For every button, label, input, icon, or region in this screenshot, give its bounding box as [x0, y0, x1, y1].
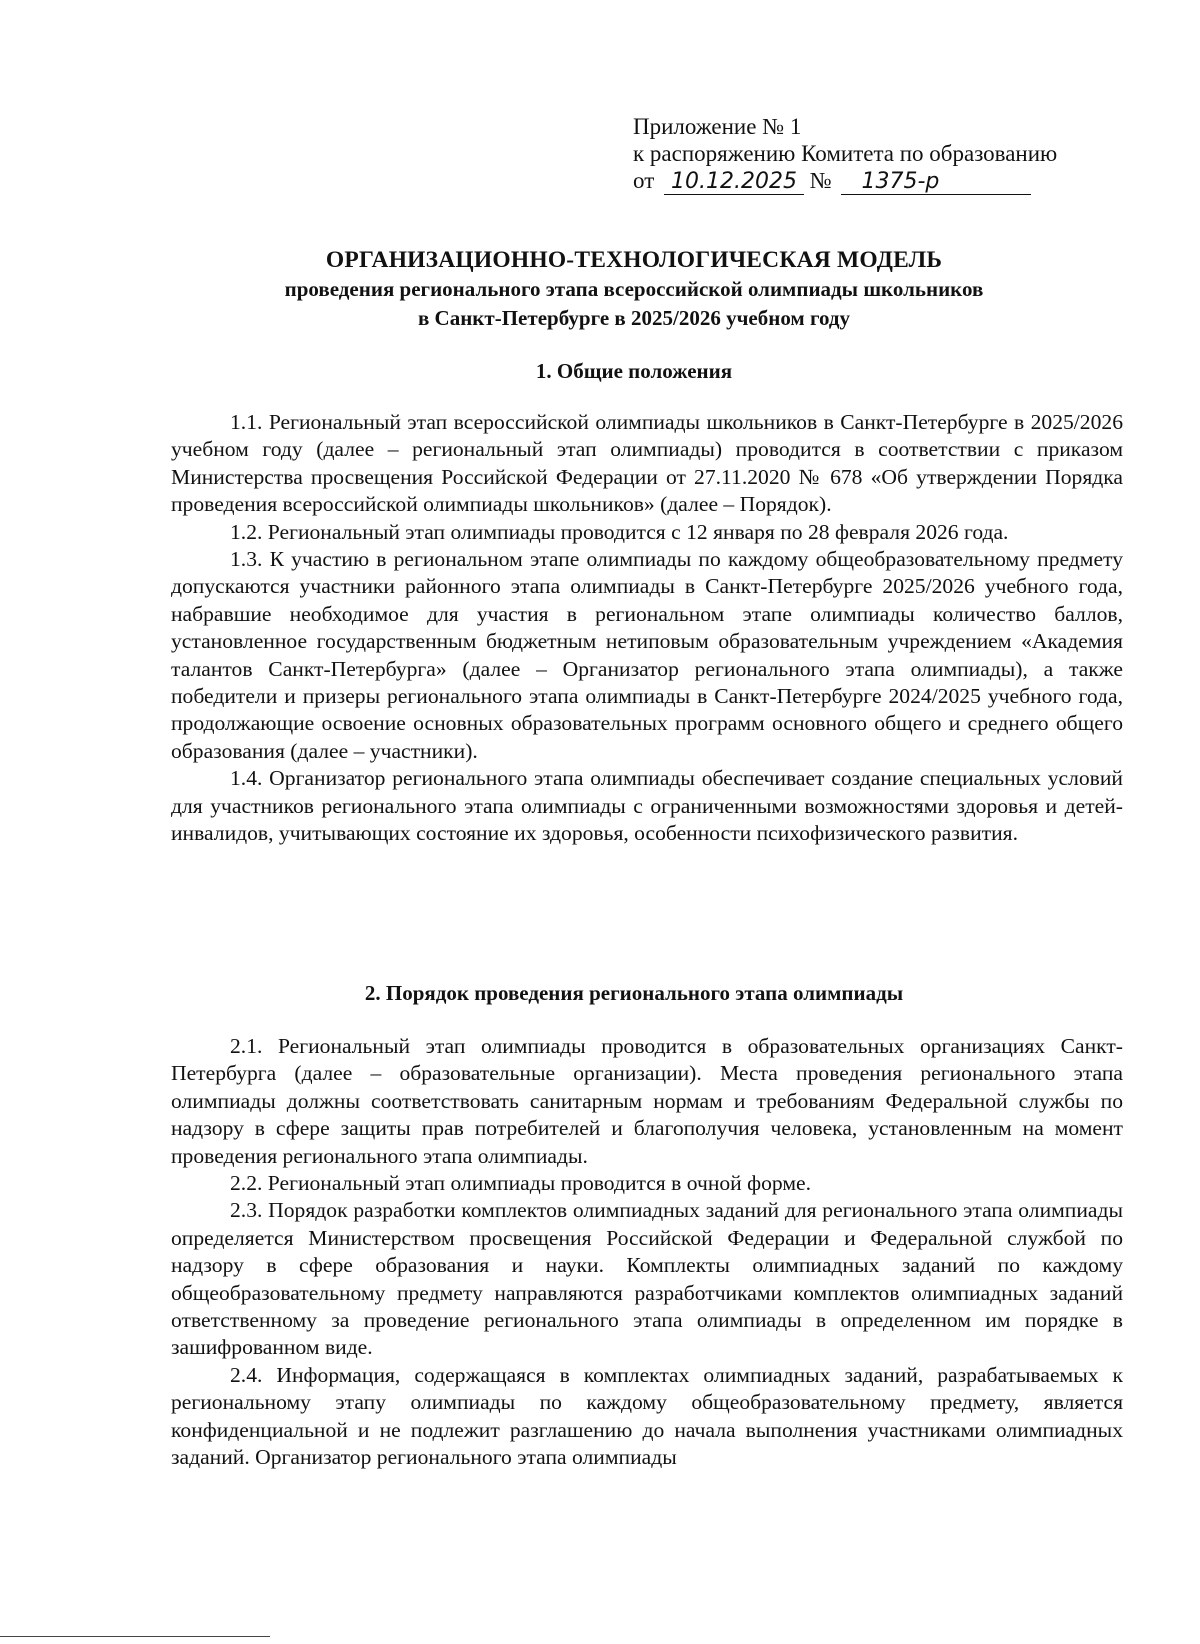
- section-1-body: [171, 409, 1123, 848]
- paragraph-2-2: 2.2. Региональный этап олимпиады проводится в очной форме.: [230, 1171, 812, 1196]
- annex-reference: к распоряжению Комитета по образованию: [633, 141, 1058, 166]
- paragraph-1-2: 1.2. Региональный этап олимпиады проводится с 12 января по 28 февраля 2026 года.: [230, 519, 1009, 544]
- section-2-body: [171, 1033, 1123, 1472]
- section-2-heading: 2. Порядок проведения регионального этапа олимпиады: [364, 981, 904, 1005]
- annex-block: [633, 113, 1093, 195]
- scan-edge-line: [0, 1636, 270, 1637]
- annex-title: Приложение № 1: [633, 114, 802, 139]
- title-subtitle-2: в Санкт-Петербурге в 2025/2026 учебном году: [417, 306, 851, 330]
- title-main: ОРГАНИЗАЦИОННО-ТЕХНОЛОГИЧЕСКАЯ МОДЕЛЬ: [325, 247, 943, 273]
- paragraph-2-4: 2.4. Информация, содержащаяся в комплектах олимпиадных заданий, разрабатываемых к региональному этапу олимпиады по каждому общеобразовательному предмету, является конфиденциальной и не подлежит разглашению до начала выполнения участниками олимпиадных заданий. Организатор регионального этапа олимпиады: [171, 1362, 1123, 1470]
- title-subtitle-1: проведения регионального этапа всероссийской олимпиады школьников: [284, 277, 984, 301]
- annex-date-number-line: [633, 167, 1093, 195]
- paragraph-1-4: 1.4. Организатор регионального этапа олимпиады обеспечивает создание специальных условий для участников регионального этапа олимпиады с ограниченными возможностями здоровья и детей-инвалидов, учитывающих состояние их здоровья, особенности психофизического развития.: [171, 766, 1123, 846]
- number-prefix: №: [809, 168, 832, 193]
- handwritten-number: 1375-р: [841, 170, 1031, 195]
- paragraph-1-1: 1.1. Региональный этап всероссийской олимпиады школьников в Санкт-Петербурге в 2025/2026 учебном году (далее – региональный этап олимпиады) проводится в соответствии с приказом Министерства просвещения Российской Федерации от 27.11.2020 № 678 «Об утверждении Порядка проведения всероссийской олимпиады школьников» (далее – Порядок).: [171, 410, 1123, 517]
- paragraph-2-1: 2.1. Региональный этап олимпиады проводится в образовательных организациях Санкт-Петербурга (далее – образовательные организации). Места проведения регионального этапа олимпиады должны соответствовать санитарным нормам и требованиям Федеральной службы по надзору в сфере защиты прав потребителей и благополучия человека, установленным на момент проведения регионального этапа олимпиады.: [171, 1034, 1123, 1168]
- paragraph-2-3: 2.3. Порядок разработки комплектов олимпиадных заданий для регионального этапа олимпиады определяется Министерством просвещения Российской Федерации и Федеральной службой по надзору в сфере образования и науки. Комплекты олимпиадных заданий по каждому общеобразовательному предмету направляются разработчиками комплектов олимпиадных заданий ответственному за проведение регионального этапа олимпиады в определенном им порядке в зашифрованном виде.: [171, 1198, 1123, 1360]
- document-title: [170, 246, 1098, 333]
- section-1-heading: 1. Общие положения: [535, 359, 733, 383]
- paragraph-1-3: 1.3. К участию в региональном этапе олимпиады по каждому общеобразовательному предмету допускаются участники районного этапа олимпиады в Санкт-Петербурге 2025/2026 учебного года, набравшие необходимое для участия в региональном этапе олимпиады количество баллов, установленное государственным бюджетным нетиповым образовательным учреждением «Академия талантов Санкт-Петербурга» (далее – Организатор регионального этапа олимпиады), а также победители и призеры регионального этапа олимпиады в Санкт-Петербурге 2024/2025 учебного года, продолжающие освоение основных образовательных программ основного общего и среднего общего образования (далее – участники).: [171, 547, 1123, 763]
- handwritten-date: 10.12.2025: [664, 170, 804, 195]
- date-prefix: от: [633, 168, 655, 193]
